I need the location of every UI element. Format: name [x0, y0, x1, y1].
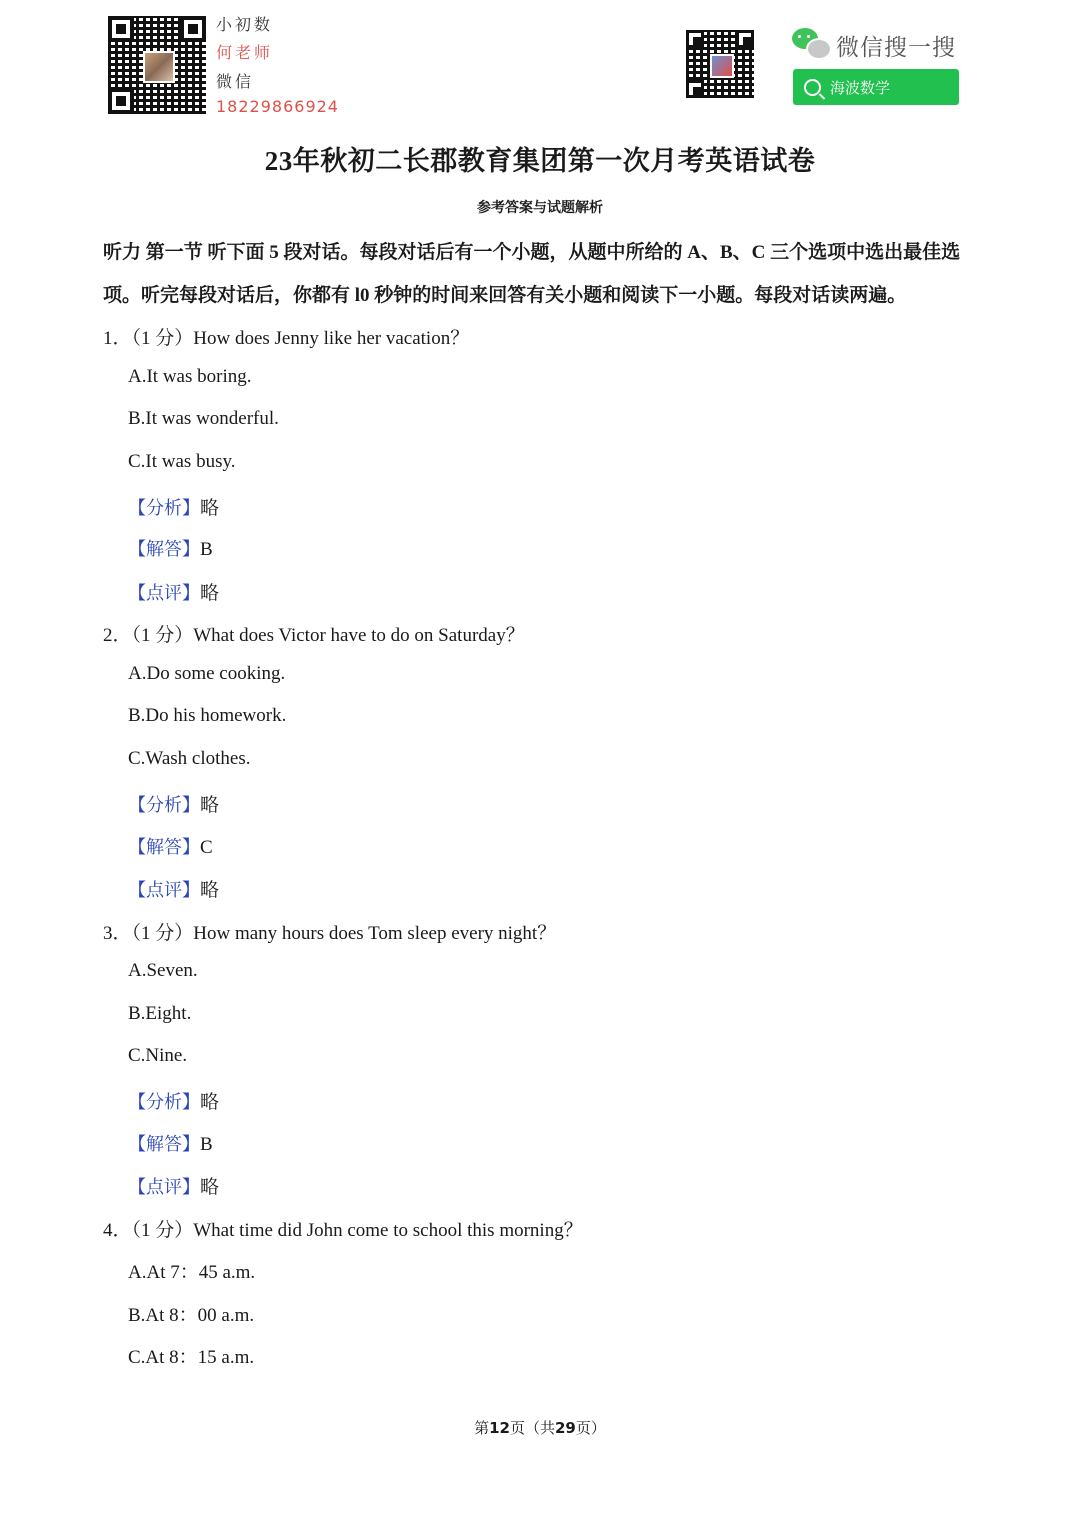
comment-line	[128, 1172, 219, 1199]
analysis-label: 【分析】	[128, 795, 200, 816]
option-b: B.Do his homework.	[128, 705, 287, 726]
comment-label: 【点评】	[128, 880, 200, 901]
question-stem: 2．（1 分）What does Victor have to do on Saturday？	[103, 625, 525, 646]
section-instruction-line-2: 项。听完每段对话后，你都有 l0 秒钟的时间来回答有关小题和阅读下一小题。每段对话读两遍。	[103, 285, 907, 306]
analysis-line	[128, 1087, 219, 1114]
handwritten-line-3: 微信	[216, 72, 255, 91]
contact-qr-code	[108, 16, 206, 114]
analysis-label: 【分析】	[128, 498, 200, 519]
total-pages: 29	[555, 1419, 576, 1437]
analysis-line	[128, 790, 219, 817]
option-a: A.At 7：45 a.m.	[128, 1262, 256, 1283]
question-stem: 4．（1 分）What time did John come to school this morning？	[103, 1220, 583, 1241]
answer-value: C	[200, 837, 213, 858]
current-page: 12	[489, 1419, 510, 1437]
comment-label: 【点评】	[128, 583, 200, 604]
avatar	[143, 51, 174, 82]
page-subtitle: 参考答案与试题解析	[477, 200, 603, 216]
answer-label: 【解答】	[128, 539, 200, 560]
page-title: 23年秋初二长郡教育集团第一次月考英语试卷	[264, 146, 816, 176]
section-instruction-line-1: 听力 第一节 听下面 5 段对话。每段对话后有一个小题，从题中所给的 A、B、C 三个选项中选出最佳选	[103, 242, 961, 263]
answer-label: 【解答】	[128, 1134, 200, 1155]
wechat-search-box[interactable]	[793, 69, 959, 105]
option-c: C.It was busy.	[128, 451, 236, 472]
wechat-search-text: 海波数学	[830, 78, 891, 97]
answer-line	[128, 833, 213, 859]
analysis-value: 略	[200, 795, 220, 816]
option-b: B.Eight.	[128, 1003, 192, 1024]
option-a: A.Do some cooking.	[128, 663, 286, 684]
answer-value: B	[200, 1134, 213, 1155]
analysis-label: 【分析】	[128, 1092, 200, 1113]
analysis-value: 略	[200, 1092, 220, 1113]
wechat-qr-code	[686, 30, 754, 98]
comment-line	[128, 875, 219, 902]
comment-label: 【点评】	[128, 1177, 200, 1198]
search-icon	[804, 79, 821, 96]
comment-line	[128, 578, 219, 605]
answer-label: 【解答】	[128, 837, 200, 858]
answer-line	[128, 535, 213, 561]
option-b: B.At 8：00 a.m.	[128, 1305, 255, 1326]
page-number: 第12页（共29页）	[474, 1419, 606, 1437]
answer-value: B	[200, 539, 213, 560]
answer-line	[128, 1130, 213, 1156]
wechat-search-title: 微信搜一搜	[836, 35, 956, 61]
option-a: A.Seven.	[128, 960, 198, 981]
question-stem: 1．（1 分）How does Jenny like her vacation？	[103, 328, 470, 349]
option-c: C.Wash clothes.	[128, 748, 251, 769]
comment-value: 略	[200, 880, 220, 901]
handwritten-line-1: 小初数	[216, 15, 274, 34]
option-a: A.It was boring.	[128, 366, 252, 387]
option-c: C.Nine.	[128, 1045, 188, 1066]
option-c: C.At 8：15 a.m.	[128, 1347, 255, 1368]
handwritten-phone: 18229866924	[216, 97, 339, 116]
wechat-logo-icon	[792, 28, 832, 58]
comment-value: 略	[200, 1177, 220, 1198]
option-b: B.It was wonderful.	[128, 408, 279, 429]
analysis-value: 略	[200, 498, 220, 519]
analysis-line	[128, 493, 219, 520]
question-stem: 3．（1 分）How many hours does Tom sleep every night？	[103, 923, 557, 944]
comment-value: 略	[200, 583, 220, 604]
handwritten-line-2: 何老师	[216, 43, 274, 62]
